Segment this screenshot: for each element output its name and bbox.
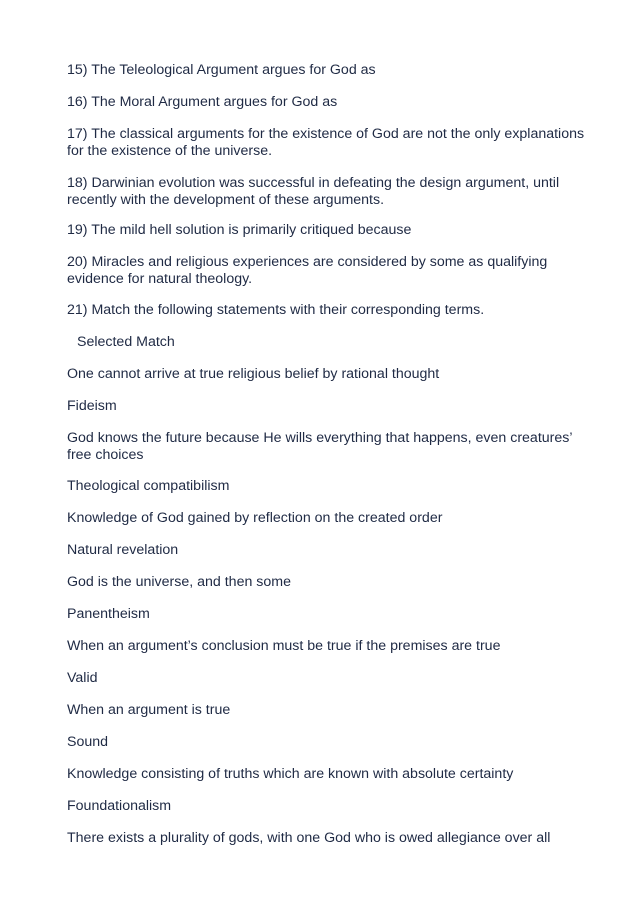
match-term: Fideism	[67, 398, 117, 414]
match-term: Foundationalism	[67, 798, 172, 814]
match-statement: There exists a plurality of gods, with one God who is owed allegiance over all	[67, 830, 551, 846]
match-statement: God knows the future because He wills everything that happens, even creatures’ free choices	[67, 430, 572, 463]
match-statement: God is the universe, and then some	[67, 574, 291, 590]
match-header: Selected Match	[77, 334, 175, 350]
match-term: Sound	[67, 734, 109, 750]
question-21: 21) Match the following statements with their corresponding terms.	[67, 302, 485, 318]
match-statement: One cannot arrive at true religious belief by rational thought	[67, 366, 440, 382]
match-statement: Knowledge consisting of truths which are known with absolute certainty	[67, 766, 514, 782]
match-statement: When an argument is true	[67, 702, 231, 718]
match-term: Natural revelation	[67, 542, 179, 558]
question-15: 15) The Teleological Argument argues for God as	[67, 62, 376, 78]
question-18: 18) Darwinian evolution was successful in defeating the design argument, until recently with the development of these arguments.	[67, 175, 560, 208]
match-term: Theological compatibilism	[67, 478, 230, 494]
question-19: 19) The mild hell solution is primarily critiqued because	[67, 222, 412, 238]
match-term: Panentheism	[67, 606, 150, 622]
question-16: 16) The Moral Argument argues for God as	[67, 94, 338, 110]
question-17: 17) The classical arguments for the existence of God are not the only explanations for the existence of the universe.	[67, 126, 585, 159]
match-term: Valid	[67, 670, 98, 686]
question-20: 20) Miracles and religious experiences are considered by some as qualifying evidence for natural theology.	[67, 254, 548, 287]
match-statement: When an argument’s conclusion must be true if the premises are true	[67, 638, 501, 654]
match-statement: Knowledge of God gained by reflection on the created order	[67, 510, 443, 526]
